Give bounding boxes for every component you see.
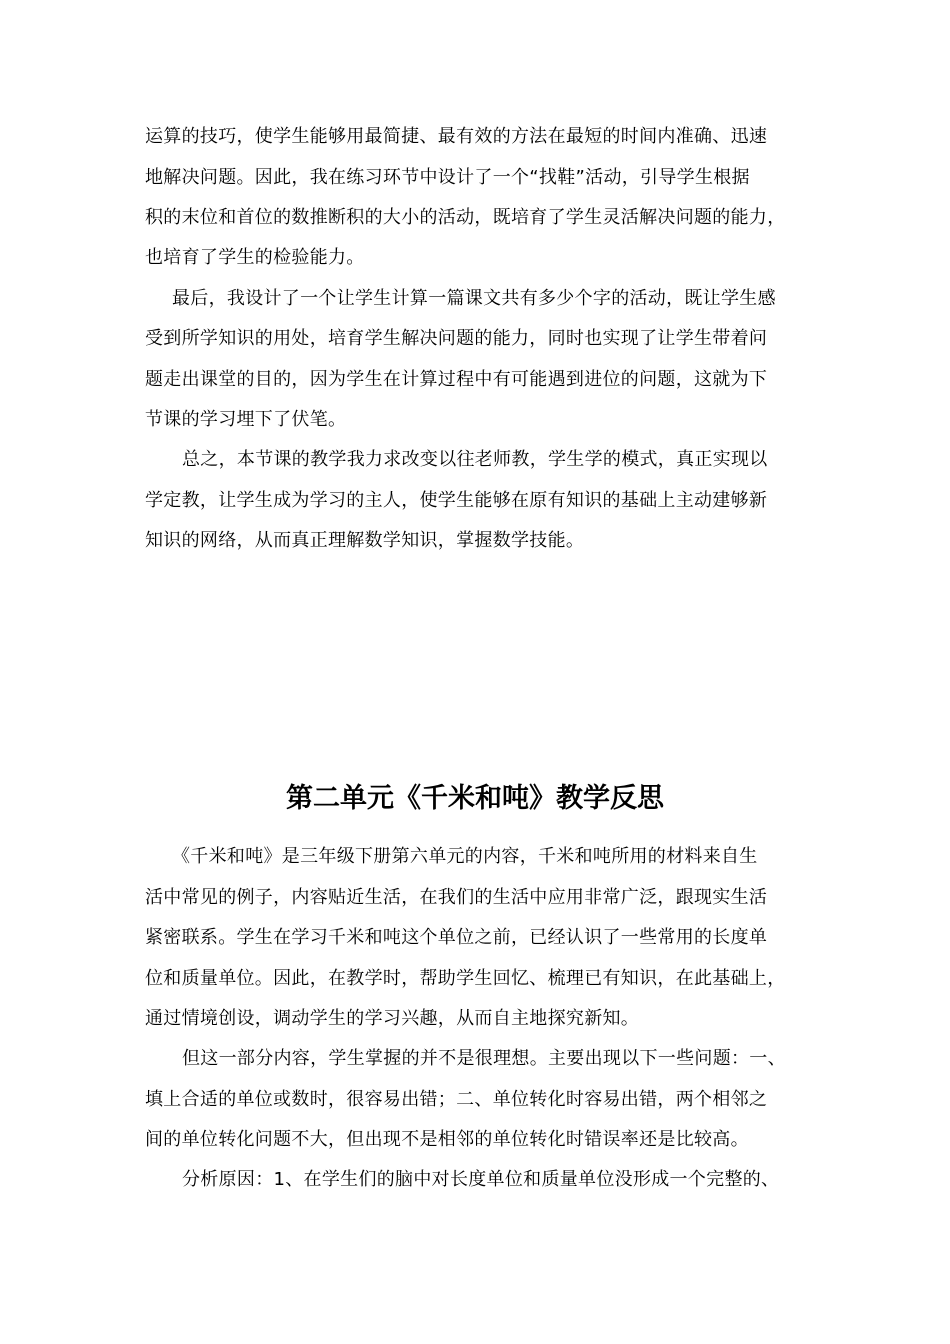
paragraph-line: 但这一部分内容，学生掌握的并不是很理想。主要出现以下一些问题：一、 (182, 1048, 786, 1069)
section-title: 第二单元《千米和吨》教学反思 (286, 783, 664, 814)
paragraph-line: 积的末位和首位的数推断积的大小的活动，既培育了学生灵活解决问题的能力， (145, 207, 786, 228)
paragraph-line: 紧密联系。学生在学习千米和吨这个单位之前，已经认识了一些常用的长度单 (145, 927, 768, 948)
paragraph-line: 《千米和吨》是三年级下册第六单元的内容，千米和吨所用的材料来自生 (172, 846, 758, 867)
paragraph-line: 题走出课堂的目的，因为学生在计算过程中有可能遇到进位的问题，这就为下 (145, 369, 768, 390)
paragraph-line: 受到所学知识的用处，培育学生解决问题的能力，同时也实现了让学生带着问 (145, 328, 768, 349)
paragraph-line: 知识的网络，从而真正理解数学知识，掌握数学技能。 (145, 530, 585, 551)
paragraph-line: 运算的技巧，使学生能够用最简捷、最有效的方法在最短的时间内准确、迅速 (145, 126, 768, 147)
paragraph-line: 活中常见的例子，内容贴近生活，在我们的生活中应用非常广泛，跟现实生活 (145, 887, 768, 908)
paragraph-line: 学定教，让学生成为学习的主人，使学生能够在原有知识的基础上主动建够新 (145, 490, 768, 511)
paragraph-line: 填上合适的单位或数时，很容易出错；二、单位转化时容易出错，两个相邻之 (145, 1089, 768, 1110)
paragraph-line: 节课的学习埋下了伏笔。 (145, 409, 347, 430)
paragraph-line: 也培育了学生的检验能力。 (145, 247, 365, 268)
paragraph-line: 分析原因：1、在学生们的脑中对长度单位和质量单位没形成一个完整的、 (182, 1169, 780, 1190)
paragraph-line: 位和质量单位。因此，在教学时，帮助学生回忆、梳理已有知识，在此基础上， (145, 968, 786, 989)
paragraph-line: 间的单位转化问题不大，但出现不是相邻的单位转化时错误率还是比较高。 (145, 1129, 749, 1150)
paragraph-line: 总之，本节课的教学我力求改变以往老师教，学生学的模式，真正实现以 (182, 449, 768, 470)
paragraph-line: 通过情境创设，调动学生的学习兴趣，从而自主地探究新知。 (145, 1008, 640, 1029)
paragraph-line: 地解决问题。因此，我在练习环节中设计了一个“找鞋”活动，引导学生根据 (145, 167, 750, 188)
paragraph-line: 最后，我设计了一个让学生计算一篇课文共有多少个字的活动，既让学生感 (172, 288, 776, 309)
